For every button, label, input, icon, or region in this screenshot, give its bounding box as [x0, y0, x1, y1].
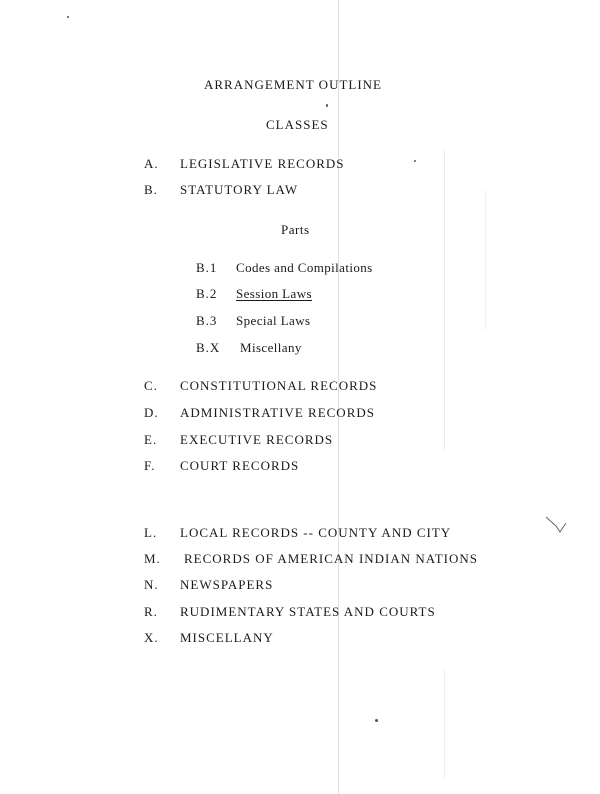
part-label: Miscellany — [240, 340, 302, 355]
class-label: NEWSPAPERS — [180, 577, 274, 592]
class-label: COURT RECORDS — [180, 458, 300, 473]
classes-heading: CLASSES — [266, 117, 329, 132]
class-letter: R. — [144, 604, 158, 619]
class-letter: F. — [144, 458, 156, 473]
class-label: CONSTITUTIONAL RECORDS — [180, 378, 378, 393]
scan-fold-line — [338, 0, 339, 794]
scan-speck — [326, 104, 328, 107]
class-letter: L. — [144, 525, 158, 540]
class-letter: C. — [144, 378, 158, 393]
class-letter: X. — [144, 630, 159, 645]
class-letter: E. — [144, 432, 158, 447]
class-letter: M. — [144, 551, 161, 566]
part-code: B.2 — [196, 286, 218, 301]
parts-heading: Parts — [281, 222, 310, 237]
class-label: STATUTORY LAW — [180, 182, 299, 197]
class-label: MISCELLANY — [180, 630, 274, 645]
class-letter: N. — [144, 577, 159, 592]
scan-speck — [375, 719, 378, 722]
scan-fold-line-faint — [444, 150, 445, 450]
part-label: Special Laws — [236, 313, 311, 328]
class-letter: B. — [144, 182, 158, 197]
part-code: B.3 — [196, 313, 218, 328]
class-label: ADMINISTRATIVE RECORDS — [180, 405, 375, 420]
part-code: B.X — [196, 340, 221, 355]
class-label: RECORDS OF AMERICAN INDIAN NATIONS — [184, 551, 479, 566]
part-label: Codes and Compilations — [236, 260, 373, 275]
class-letter: A. — [144, 156, 159, 171]
part-code: B.1 — [196, 260, 218, 275]
part-label: Session Laws — [236, 286, 312, 301]
scan-speck — [67, 16, 69, 18]
class-label: LOCAL RECORDS -- COUNTY AND CITY — [180, 525, 452, 540]
page-title: ARRANGEMENT OUTLINE — [204, 77, 382, 92]
scan-fold-line-faint — [444, 670, 445, 780]
class-label: EXECUTIVE RECORDS — [180, 432, 334, 447]
class-letter: D. — [144, 405, 159, 420]
class-label: LEGISLATIVE RECORDS — [180, 156, 345, 171]
scan-mark — [544, 514, 570, 536]
class-label: RUDIMENTARY STATES AND COURTS — [180, 604, 436, 619]
scan-fold-line-faint — [485, 190, 486, 330]
scan-speck — [414, 160, 416, 162]
